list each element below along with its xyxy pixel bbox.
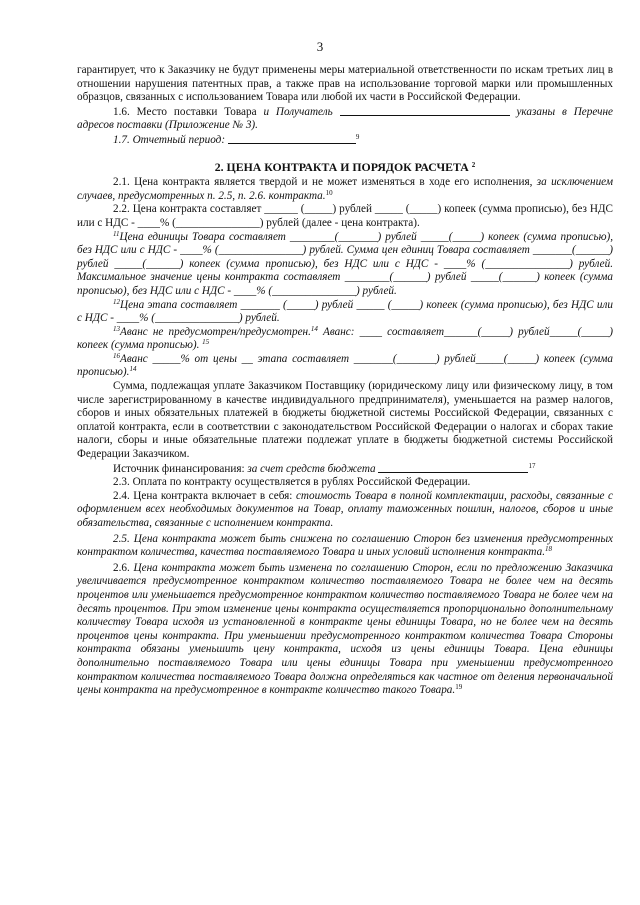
paragraph-unit-price: [77, 231, 613, 299]
clause-2-6-number: 2.6.: [113, 561, 134, 574]
footnote-ref-12: 12: [113, 297, 120, 306]
footnote-ref-15: 15: [202, 338, 210, 347]
paragraph-stage-price: [77, 299, 613, 326]
paragraph-2-2: 2.2. Цена контракта составляет ______ (_____) рублей _____ (_____) копеек (сумма прописью), без НДС или с НДС - ____% (_______________) рублей (далее - цена контракта).: [77, 203, 613, 229]
paragraph-2-3: 2.3. Оплата по контракту осуществляется в рублях Российской Федерации.: [113, 476, 471, 489]
paragraph-advance-percent: [77, 353, 613, 380]
stage-price-text: Цена этапа составляет _______ (_____) рублей _____ (_____) копеек (сумма прописью), без НДС или с НДС - ____% (_______________) рублей.: [77, 298, 613, 325]
clause-2-4-contents: стоимость Товара в полной комплектации, расходы, связанные с оформлением всех необходимых документов на Товар, оплату таможенных пошлин, налогов, сборов и иные обязательства, связанные с исполнением контракта.: [77, 489, 613, 529]
paragraph-2-1: [77, 176, 613, 203]
clause-1-6-recipient: и Получатель: [263, 105, 333, 118]
recipient-blank: [340, 105, 510, 116]
paragraph-advance: [77, 326, 613, 353]
advance-percent-text: Аванс _____% от цены __ этапа составляет _______(_______) рублей_____(_____) копеек (сумма прописью).: [77, 352, 613, 379]
advance-amount-text: Аванс: ____ составляет______(_____) рублей_____(_____) копеек (сумма прописью).: [77, 325, 614, 352]
clause-2-1-start: 2.1. Цена контракта является твердой и не может изменяться в ходе его исполнения,: [113, 176, 537, 189]
section-heading-text: 2. ЦЕНА КОНТРАКТА И ПОРЯДОК РАСЧЕТА: [214, 159, 469, 174]
advance-option-text: Аванс не предусмотрен/предусмотрен.: [120, 325, 311, 338]
footnote-ref-19: 19: [455, 683, 463, 692]
reporting-period-blank: [228, 133, 356, 144]
clause-2-1-exceptions: за исключением случаев, предусмотренных п. 2.5, п. 2.6. контракта.: [77, 176, 613, 202]
paragraph-2-6: [77, 562, 613, 698]
unit-price-text: Цена единицы Товара составляет ________(_______) рублей _____(_____) копеек (сумма прописью), без НДС или с НДС - ____% (_______________) рублей. Сумма цен единиц Товара составляет _______(______) рублей _____(______) копеек (сумма прописью), без НДС или с НДС - ____% (_______________) рублей. Максимальное значение цены контракта составляет ________(______) рублей _____(______) копеек (сумма прописью), без НДС или с НДС - ____% (_______________) рублей.: [77, 230, 613, 297]
section-heading-2: [77, 161, 613, 175]
footnote-ref-13: 13: [113, 324, 120, 333]
clause-2-5-text: 2.5. Цена контракта может быть снижена по соглашению Сторон без изменения предусмотренных контрактом количества, качества поставляемого Товара и иных условий исполнения контракта.: [77, 532, 613, 559]
paragraph-1-5-continued: гарантирует, что к Заказчику не будут применены меры материальной ответственности по искам третьих лиц в отношении нарушения патентных прав, а также прав на использование торговой марки или промышленных образцов, связанных с использованием Товара или любой их части в Российской Федерации.: [77, 64, 613, 104]
paragraph-1-7: [77, 133, 613, 148]
page-number: 3: [316, 39, 324, 54]
paragraph-taxes: Сумма, подлежащая уплате Заказчиком Поставщику (юридическому лицу или физическому лицу, в том числе зарегистрированному в качестве индивидуального предпринимателя), уменьшается на размер налогов, сборов и иных обязательных платежей в бюджеты бюджетной системы Российской Федерации, связанных с оплатой контракта, если в соответствии с законодательством Российской Федерации о налогах и сборах такие налоги, сборы и иные обязательные платежи подлежат уплате в бюджеты бюджетной системы Российской Федерации Заказчиком.: [77, 380, 613, 461]
footnote-ref-10: 10: [325, 188, 333, 197]
clause-1-7-label: 1.7. Отчетный период:: [113, 133, 226, 146]
clause-2-4-start: 2.4. Цена контракта включает в себя:: [113, 489, 296, 502]
footnote-ref-9: 9: [355, 132, 360, 141]
document-body: [77, 64, 613, 698]
clause-1-6-end: указаны в Перечне адресов поставки (Приложение № 3).: [77, 105, 614, 132]
funding-source-value: за счет средств бюджета: [247, 462, 376, 475]
footnote-ref-11: 11: [113, 229, 120, 238]
paragraph-funding-source: [77, 462, 613, 477]
paragraph-2-4: [77, 490, 613, 531]
footnote-ref-14b: 14: [129, 365, 137, 374]
footnote-ref-17: 17: [528, 461, 536, 470]
paragraph-2-5: [77, 533, 613, 560]
clause-1-6-start: 1.6. Место поставки Товара: [113, 105, 264, 118]
footnote-ref-2: 2: [471, 160, 476, 169]
footnote-ref-18: 18: [545, 545, 553, 554]
funding-source-blank: [378, 462, 528, 473]
footnote-ref-16: 16: [113, 351, 120, 360]
clause-2-6-text: Цена контракта может быть изменена по соглашению Сторон, если по предложению Заказчика увеличивается предусмотренное контрактом количество поставляемого Товара не более чем на десять процентов или уменьшается предусмотренное контрактом количество поставляемого Товара не более чем на десять процентов. При этом изменение цены контракта осуществляется пропорционально дополнительному количеству Товара исходя из установленной в контракте цены единицы Товара, но не более чем на десять процентов цены контракта. При уменьшении предусмотренного контрактом количества Товара Стороны контракта обязаны уменьшить цену контракта, исходя из цены единицы Товара. Цена единицы дополнительно поставляемого Товара или цены единицы Товара при уменьшении предусмотренного контрактом количества поставляемого Товара должна определяться как частное от деления первоначальной цены контракта на предусмотренное в контракте количество такого Товара.: [77, 561, 613, 697]
paragraph-1-6: [77, 105, 613, 133]
funding-source-label: Источник финансирования:: [113, 462, 248, 475]
footnote-ref-14: 14: [310, 324, 318, 333]
